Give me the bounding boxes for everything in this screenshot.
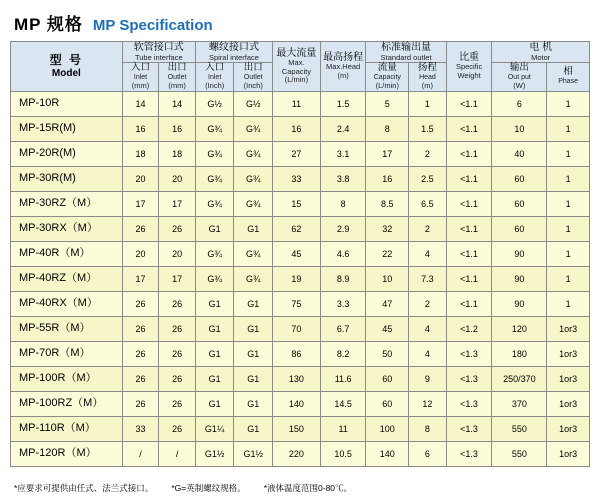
header-tube-outlet [159, 63, 196, 92]
cell-motor-output: 60 [492, 191, 547, 216]
cell-spiral-inlet: G1½ [195, 441, 234, 466]
cell-spiral-inlet: G1 [195, 366, 234, 391]
header-std-capacity-cn: 流量 [377, 62, 397, 74]
cell-tube-outlet: 16 [159, 116, 196, 141]
header-spiral-outlet-unit: (Inch) [243, 81, 263, 91]
header-spiral-inlet [195, 63, 234, 92]
cell-motor-phase: 1 [547, 141, 590, 166]
cell-tube-inlet: 26 [122, 316, 159, 341]
cell-model: MP-40RZ（M） [11, 266, 123, 291]
cell-std-head: 1 [409, 91, 447, 116]
table-row [11, 191, 590, 216]
cell-tube-outlet: 26 [159, 416, 196, 441]
cell-tube-outlet: 18 [159, 141, 196, 166]
cell-spiral-outlet: G¾ [234, 191, 273, 216]
cell-specific-weight: <1.3 [446, 366, 492, 391]
cell-motor-output: 60 [492, 166, 547, 191]
cell-max-capacity: 75 [273, 291, 321, 316]
cell-tube-inlet: 33 [122, 416, 159, 441]
cell-specific-weight: <1.1 [446, 291, 492, 316]
header-spiral-outlet-cn: 出口 [243, 62, 263, 74]
cell-specific-weight: <1.3 [446, 391, 492, 416]
cell-motor-phase: 1or3 [547, 341, 590, 366]
cell-max-capacity: 70 [273, 316, 321, 341]
cell-std-capacity: 100 [366, 416, 409, 441]
cell-std-head: 2.5 [409, 166, 447, 191]
cell-std-capacity: 60 [366, 391, 409, 416]
cell-motor-output: 550 [492, 441, 547, 466]
table-row [11, 416, 590, 441]
header-max-head [320, 42, 366, 92]
footnotes [14, 482, 586, 494]
cell-specific-weight: <1.1 [446, 91, 492, 116]
header-tube-inlet-en: Inlet [133, 74, 148, 82]
header-motor-output-en: Out put [507, 74, 531, 82]
header-tube-cn: 软管接口式 [133, 42, 184, 53]
cell-tube-outlet: 26 [159, 366, 196, 391]
cell-max-capacity: 19 [273, 266, 321, 291]
cell-spiral-outlet: G¾ [234, 116, 273, 141]
header-motor-phase-cn: 相 [563, 66, 573, 78]
cell-motor-output: 90 [492, 241, 547, 266]
header-motor-output-cn: 输出 [509, 62, 529, 74]
header-std-head [409, 63, 447, 92]
cell-model: MP-110R（M） [11, 416, 123, 441]
cell-model: MP-30RZ（M） [11, 191, 123, 216]
cell-specific-weight: <1.1 [446, 141, 492, 166]
header-tube-outlet-unit: (mm) [168, 81, 186, 91]
cell-std-head: 2 [409, 141, 447, 166]
header-tube-interface [122, 42, 195, 63]
cell-spiral-inlet: G1 [195, 291, 234, 316]
page-title-cn: MP 规格 [14, 15, 83, 34]
table-row [11, 341, 590, 366]
header-standard-outlet-cn: 标准输出量 [381, 42, 432, 53]
cell-specific-weight: <1.1 [446, 166, 492, 191]
cell-model: MP-70R（M） [11, 341, 123, 366]
cell-motor-phase: 1 [547, 191, 590, 216]
cell-model: MP-30RX（M） [11, 216, 123, 241]
header-motor-cn: 电 机 [529, 42, 553, 53]
cell-max-head: 6.7 [320, 316, 366, 341]
cell-std-head: 4 [409, 341, 447, 366]
footnote-2: *G=英制螺纹规格。 [171, 483, 246, 493]
header-spiral-inlet-en: Inlet [208, 74, 222, 82]
cell-tube-inlet: 20 [122, 166, 159, 191]
cell-spiral-outlet: G¾ [234, 166, 273, 191]
table-row [11, 316, 590, 341]
cell-max-head: 11.6 [320, 366, 366, 391]
cell-spiral-outlet: G¾ [234, 241, 273, 266]
cell-motor-phase: 1or3 [547, 416, 590, 441]
cell-motor-phase: 1 [547, 116, 590, 141]
cell-std-head: 2 [409, 291, 447, 316]
cell-tube-outlet: 17 [159, 266, 196, 291]
cell-motor-output: 40 [492, 141, 547, 166]
cell-specific-weight: <1.2 [446, 316, 492, 341]
cell-motor-phase: 1 [547, 291, 590, 316]
cell-tube-outlet: / [159, 441, 196, 466]
cell-specific-weight: <1.1 [446, 191, 492, 216]
cell-max-head: 3.8 [320, 166, 366, 191]
cell-std-capacity: 8 [366, 116, 409, 141]
cell-spiral-outlet: G1 [234, 341, 273, 366]
cell-std-head: 6 [409, 441, 447, 466]
cell-std-capacity: 140 [366, 441, 409, 466]
cell-motor-phase: 1or3 [547, 391, 590, 416]
table-row [11, 166, 590, 191]
header-spiral-outlet [234, 63, 273, 92]
cell-max-capacity: 140 [273, 391, 321, 416]
cell-motor-phase: 1 [547, 166, 590, 191]
cell-model: MP-100R（M） [11, 366, 123, 391]
cell-motor-output: 90 [492, 266, 547, 291]
cell-tube-inlet: 26 [122, 341, 159, 366]
cell-std-capacity: 10 [366, 266, 409, 291]
cell-tube-outlet: 20 [159, 241, 196, 266]
header-std-head-en: Head [419, 74, 436, 82]
cell-max-capacity: 15 [273, 191, 321, 216]
cell-spiral-inlet: G¾ [195, 116, 234, 141]
cell-motor-output: 180 [492, 341, 547, 366]
cell-max-capacity: 45 [273, 241, 321, 266]
cell-std-capacity: 8.5 [366, 191, 409, 216]
cell-model: MP-30R(M) [11, 166, 123, 191]
cell-spiral-outlet: G1 [234, 291, 273, 316]
cell-spiral-inlet: G1 [195, 341, 234, 366]
cell-spiral-inlet: G¾ [195, 266, 234, 291]
cell-tube-outlet: 17 [159, 191, 196, 216]
cell-std-head: 2 [409, 216, 447, 241]
table-row [11, 291, 590, 316]
header-spiral-interface [195, 42, 272, 63]
cell-tube-outlet: 26 [159, 341, 196, 366]
header-specific-weight-cn: 比重 [459, 51, 480, 63]
cell-max-head: 3.1 [320, 141, 366, 166]
cell-motor-output: 120 [492, 316, 547, 341]
cell-tube-outlet: 20 [159, 166, 196, 191]
cell-max-capacity: 62 [273, 216, 321, 241]
cell-motor-output: 60 [492, 216, 547, 241]
cell-tube-inlet: 17 [122, 266, 159, 291]
cell-max-head: 14.5 [320, 391, 366, 416]
cell-tube-inlet: 16 [122, 116, 159, 141]
cell-motor-phase: 1or3 [547, 316, 590, 341]
page-title [10, 8, 590, 41]
table-row [11, 116, 590, 141]
cell-motor-output: 90 [492, 291, 547, 316]
header-tube-inlet-cn: 入口 [131, 62, 151, 74]
cell-motor-phase: 1 [547, 91, 590, 116]
header-motor [492, 42, 590, 63]
header-standard-outlet [366, 42, 446, 63]
cell-max-capacity: 130 [273, 366, 321, 391]
cell-tube-inlet: 20 [122, 241, 159, 266]
cell-motor-phase: 1or3 [547, 366, 590, 391]
cell-max-head: 11 [320, 416, 366, 441]
cell-tube-outlet: 26 [159, 216, 196, 241]
cell-tube-inlet: 18 [122, 141, 159, 166]
table-row [11, 366, 590, 391]
cell-max-capacity: 11 [273, 91, 321, 116]
header-std-capacity [366, 63, 409, 92]
cell-motor-phase: 1or3 [547, 441, 590, 466]
cell-max-head: 8.9 [320, 266, 366, 291]
cell-tube-outlet: 14 [159, 91, 196, 116]
header-max-capacity-cn: 最大流量 [276, 47, 317, 59]
header-spiral-cn: 螺纹接口式 [208, 42, 259, 53]
header-std-head-cn: 扬程 [417, 62, 437, 74]
cell-tube-inlet: 26 [122, 216, 159, 241]
cell-spiral-outlet: G1 [234, 416, 273, 441]
header-spiral-en: Spiral interface [208, 52, 259, 62]
specification-table [10, 41, 590, 467]
cell-tube-outlet: 26 [159, 391, 196, 416]
cell-max-capacity: 33 [273, 166, 321, 191]
cell-std-head: 9 [409, 366, 447, 391]
cell-model: MP-55R（M） [11, 316, 123, 341]
cell-motor-output: 250/370 [492, 366, 547, 391]
cell-std-head: 4 [409, 241, 447, 266]
cell-specific-weight: <1.3 [446, 441, 492, 466]
cell-motor-output: 550 [492, 416, 547, 441]
cell-std-capacity: 60 [366, 366, 409, 391]
header-specific-weight-en: Specific Weight [455, 62, 483, 81]
footnote-1: *应要求可提供由任式、法兰式接口。 [14, 483, 154, 493]
cell-motor-output: 6 [492, 91, 547, 116]
header-spiral-inlet-unit: (Inch) [205, 81, 225, 91]
cell-model: MP-40R（M） [11, 241, 123, 266]
cell-std-head: 12 [409, 391, 447, 416]
cell-spiral-outlet: G1 [234, 216, 273, 241]
cell-max-capacity: 220 [273, 441, 321, 466]
cell-std-capacity: 50 [366, 341, 409, 366]
cell-max-head: 8.2 [320, 341, 366, 366]
cell-max-head: 8 [320, 191, 366, 216]
header-motor-output [492, 63, 547, 92]
cell-model: MP-10R [11, 91, 123, 116]
cell-tube-inlet: 17 [122, 191, 159, 216]
header-motor-output-unit: (W) [513, 81, 526, 91]
header-std-head-unit: (m) [421, 81, 434, 91]
table-row [11, 266, 590, 291]
table-row [11, 241, 590, 266]
cell-max-head: 2.9 [320, 216, 366, 241]
table-row [11, 141, 590, 166]
cell-specific-weight: <1.3 [446, 341, 492, 366]
cell-max-head: 3.3 [320, 291, 366, 316]
table-row [11, 91, 590, 116]
cell-specific-weight: <1.1 [446, 241, 492, 266]
cell-std-capacity: 32 [366, 216, 409, 241]
cell-spiral-outlet: G1 [234, 366, 273, 391]
cell-motor-phase: 1 [547, 241, 590, 266]
header-tube-outlet-en: Outlet [167, 74, 187, 82]
cell-spiral-inlet: G1¼ [195, 416, 234, 441]
cell-spiral-inlet: G1 [195, 391, 234, 416]
cell-motor-output: 10 [492, 116, 547, 141]
header-standard-outlet-en: Standard outlet [380, 52, 432, 62]
cell-tube-inlet: 26 [122, 291, 159, 316]
cell-spiral-inlet: G¾ [195, 241, 234, 266]
cell-spiral-inlet: G1 [195, 316, 234, 341]
cell-max-capacity: 150 [273, 416, 321, 441]
cell-std-head: 6.5 [409, 191, 447, 216]
cell-tube-outlet: 26 [159, 316, 196, 341]
cell-model: MP-15R(M) [11, 116, 123, 141]
footnote-3: *液体温度范围0-80℃。 [263, 483, 353, 493]
cell-max-head: 10.5 [320, 441, 366, 466]
cell-model: MP-20R(M) [11, 141, 123, 166]
table-row [11, 216, 590, 241]
cell-max-capacity: 27 [273, 141, 321, 166]
cell-model: MP-100RZ（M） [11, 391, 123, 416]
cell-motor-phase: 1 [547, 266, 590, 291]
table-header [11, 42, 590, 92]
header-std-capacity-en: Capacity [373, 74, 401, 82]
cell-max-capacity: 86 [273, 341, 321, 366]
cell-tube-inlet: 14 [122, 91, 159, 116]
cell-tube-inlet: 26 [122, 366, 159, 391]
cell-spiral-inlet: G¾ [195, 141, 234, 166]
cell-spiral-outlet: G½ [234, 91, 273, 116]
cell-std-head: 7.3 [409, 266, 447, 291]
cell-spiral-outlet: G¾ [234, 266, 273, 291]
cell-std-capacity: 47 [366, 291, 409, 316]
cell-spiral-inlet: G½ [195, 91, 234, 116]
cell-std-capacity: 16 [366, 166, 409, 191]
header-max-capacity-en: Max. Capacity [281, 58, 311, 76]
cell-std-capacity: 22 [366, 241, 409, 266]
cell-std-capacity: 5 [366, 91, 409, 116]
cell-max-head: 2.4 [320, 116, 366, 141]
header-max-head-en: Max.Head [326, 62, 361, 72]
cell-specific-weight: <1.1 [446, 266, 492, 291]
header-motor-phase [547, 63, 590, 92]
cell-max-capacity: 16 [273, 116, 321, 141]
header-tube-outlet-cn: 出口 [167, 62, 187, 74]
header-motor-en: Motor [531, 52, 551, 62]
header-max-capacity-unit: (L/min) [284, 75, 309, 85]
cell-tube-inlet: / [122, 441, 159, 466]
header-tube-inlet [122, 63, 159, 92]
cell-specific-weight: <1.1 [446, 116, 492, 141]
cell-motor-phase: 1 [547, 216, 590, 241]
cell-specific-weight: <1.3 [446, 416, 492, 441]
cell-spiral-outlet: G1½ [234, 441, 273, 466]
table-row [11, 441, 590, 466]
cell-specific-weight: <1.1 [446, 216, 492, 241]
cell-spiral-inlet: G¾ [195, 166, 234, 191]
cell-model: MP-40RX（M） [11, 291, 123, 316]
cell-spiral-outlet: G1 [234, 391, 273, 416]
header-row-group [11, 42, 590, 63]
page-title-en: MP Specification [92, 17, 213, 34]
cell-std-capacity: 45 [366, 316, 409, 341]
header-spiral-outlet-en: Outlet [243, 74, 263, 82]
cell-model: MP-120R（M） [11, 441, 123, 466]
cell-tube-outlet: 26 [159, 291, 196, 316]
header-tube-en: Tube interface [134, 52, 183, 62]
header-max-head-unit: (m) [337, 71, 349, 81]
header-specific-weight [446, 42, 492, 92]
cell-std-head: 8 [409, 416, 447, 441]
header-model-cn: 型 号 [49, 52, 84, 67]
header-model-en: Model [51, 67, 81, 79]
header-motor-phase-en: Phase [558, 78, 579, 86]
cell-std-head: 4 [409, 316, 447, 341]
table-body [11, 91, 590, 466]
header-tube-inlet-unit: (mm) [131, 81, 150, 91]
cell-spiral-inlet: G1 [195, 216, 234, 241]
cell-tube-inlet: 26 [122, 391, 159, 416]
cell-spiral-inlet: G¾ [195, 191, 234, 216]
header-max-head-cn: 最高扬程 [323, 51, 364, 63]
header-model [11, 42, 123, 92]
table-row [11, 391, 590, 416]
cell-spiral-outlet: G1 [234, 316, 273, 341]
cell-max-head: 4.6 [320, 241, 366, 266]
cell-spiral-outlet: G¾ [234, 141, 273, 166]
cell-std-capacity: 17 [366, 141, 409, 166]
cell-max-head: 1.5 [320, 91, 366, 116]
cell-motor-output: 370 [492, 391, 547, 416]
header-max-capacity [273, 42, 321, 92]
header-std-capacity-unit: (L/min) [375, 81, 399, 91]
header-spiral-inlet-cn: 入口 [205, 62, 225, 74]
cell-std-head: 1.5 [409, 116, 447, 141]
